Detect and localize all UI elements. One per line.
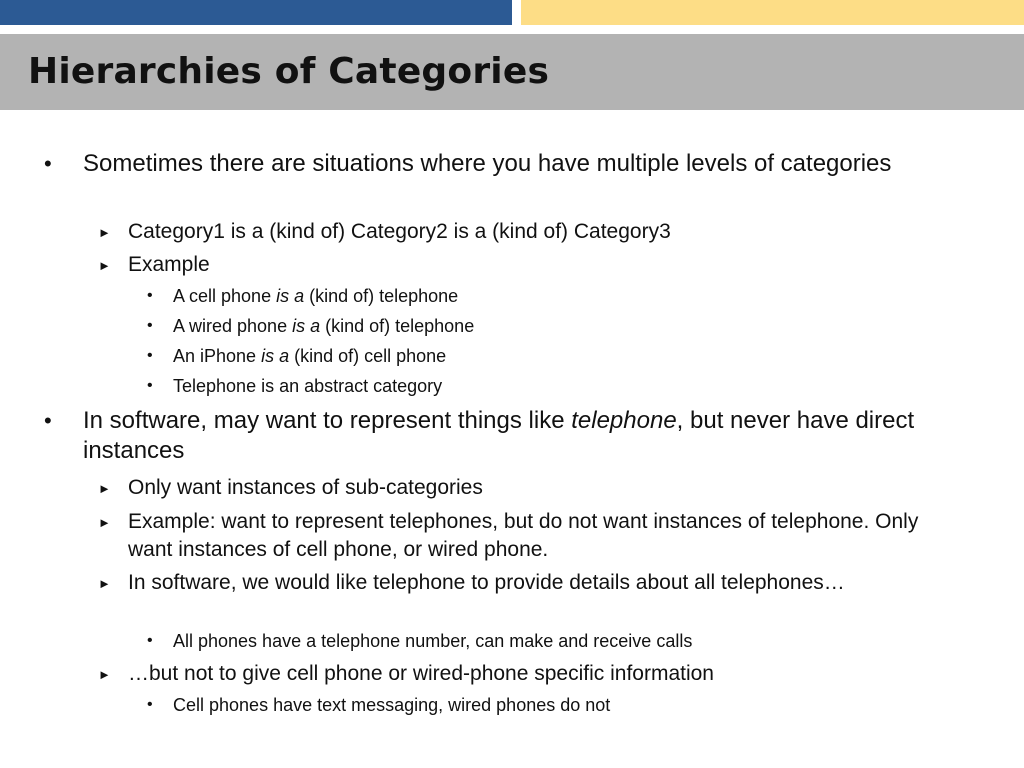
bullet-dot-icon: • <box>147 317 153 334</box>
bullet-text: A cell phone is a (kind of) telephone <box>173 286 459 306</box>
bullet-level3 <box>147 694 953 716</box>
bullet-level3 <box>147 345 953 367</box>
bullet-text: Example <box>128 253 210 276</box>
bullet-arrow-icon: ► <box>98 481 111 496</box>
bullet-arrow-icon: ► <box>98 515 111 530</box>
bullet-arrow-icon: ► <box>98 576 111 591</box>
bullet-arrow-icon: ► <box>98 667 111 682</box>
bullet-text: Category1 is a (kind of) Category2 is a (kind of) Category3 <box>128 220 671 243</box>
bullet-text: …but not to give cell phone or wired-phone specific information <box>128 662 714 685</box>
bullet-level1 <box>44 149 943 179</box>
slide-title: Hierarchies of Categories <box>28 51 550 92</box>
bullet-text: Only want instances of sub-categories <box>128 476 483 499</box>
bullet-level3 <box>147 630 953 652</box>
bullet-level3 <box>147 285 953 307</box>
bullet-text: A wired phone is a (kind of) telephone <box>173 316 475 336</box>
bullet-arrow-icon: ► <box>98 258 111 273</box>
bullet-level2 <box>98 474 928 502</box>
bullet-level3 <box>147 375 953 397</box>
bullet-text: Sometimes there are situations where you have multiple levels of categories <box>83 150 892 177</box>
bullet-arrow-icon: ► <box>98 225 111 240</box>
bullet-dot-icon: • <box>44 408 52 433</box>
bullet-dot-icon: • <box>147 287 153 304</box>
bullet-text: In software, we would like telephone to provide details about all telephones… <box>128 571 845 594</box>
bullet-level2 <box>98 508 928 564</box>
bullet-text: Telephone is an abstract category <box>173 376 443 396</box>
bullet-level2 <box>98 660 928 688</box>
bullet-level2 <box>98 251 928 279</box>
bullet-level2 <box>98 218 928 246</box>
bullet-level3 <box>147 315 953 337</box>
bullet-dot-icon: • <box>147 632 153 649</box>
bullet-text: An iPhone is a (kind of) cell phone <box>173 346 447 366</box>
bullet-dot-icon: • <box>44 151 52 176</box>
bullet-dot-icon: • <box>147 696 153 713</box>
bullet-text: All phones have a telephone number, can make and receive calls <box>173 631 693 651</box>
bullet-dot-icon: • <box>147 347 153 364</box>
bullet-level2 <box>98 569 928 597</box>
bullet-text: Cell phones have text messaging, wired phones do not <box>173 695 611 715</box>
bullet-text: In software, may want to represent things like telephone, but never have direct instances <box>83 407 915 464</box>
bullet-text: Example: want to represent telephones, but do not want instances of telephone. Only want instances of cell phone, or wired phone. <box>128 510 919 561</box>
bullet-level1 <box>44 406 943 466</box>
bullet-dot-icon: • <box>147 377 153 394</box>
